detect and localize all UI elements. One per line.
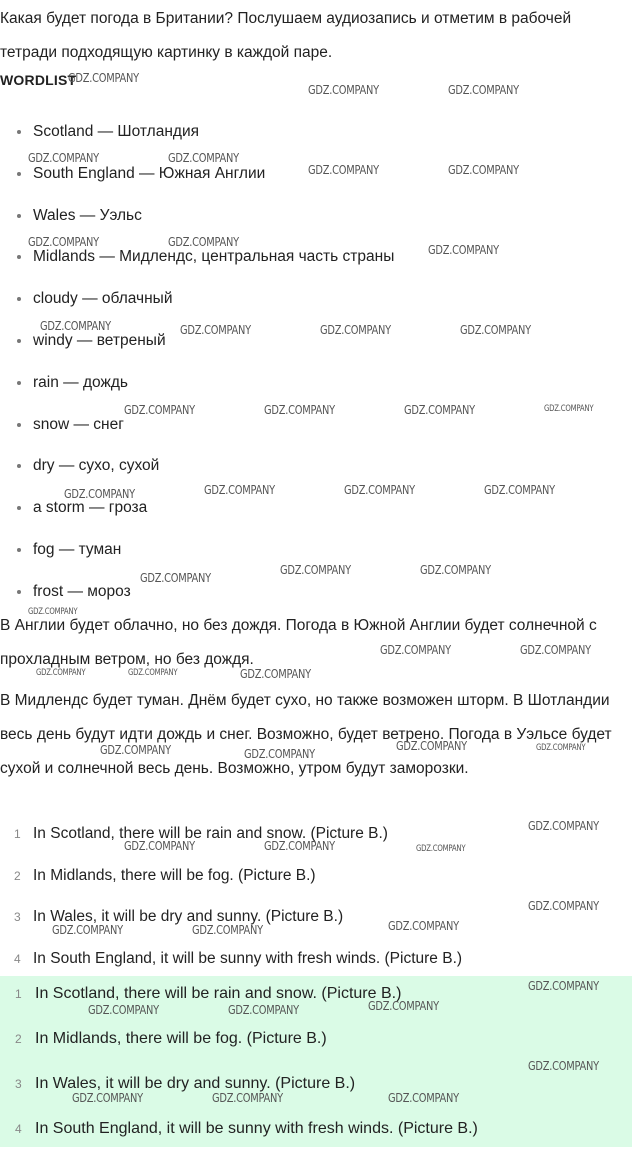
watermark: GDZ.COMPANY <box>64 487 135 501</box>
answer-number: 1 <box>15 987 22 1001</box>
bullet-icon <box>17 130 21 134</box>
wordlist <box>0 118 632 620</box>
wordlist-text: snow — снег <box>33 415 124 433</box>
watermark: GDZ.COMPANY <box>320 323 391 337</box>
watermark-small: GDZ.COMPANY <box>28 607 78 617</box>
watermark: GDZ.COMPANY <box>460 323 531 337</box>
watermark-small: GDZ.COMPANY <box>416 844 466 854</box>
watermark: GDZ.COMPANY <box>388 919 459 933</box>
answer-number: 3 <box>15 1077 22 1091</box>
answer-text: In Midlands, there will be fog. (Picture B.) <box>33 866 316 884</box>
bullet-icon <box>17 255 21 259</box>
bullet-icon <box>17 506 21 510</box>
watermark: GDZ.COMPANY <box>484 483 555 497</box>
wordlist-text: windy — ветреный <box>33 331 166 349</box>
answer-text: In Scotland, there will be rain and snow. (Picture B.) <box>33 825 388 842</box>
answer-item <box>0 862 632 904</box>
watermark-small: GDZ.COMPANY <box>536 743 586 753</box>
watermark: GDZ.COMPANY <box>404 403 475 417</box>
bullet-icon <box>17 172 21 176</box>
watermark: GDZ.COMPANY <box>168 151 239 165</box>
translation-paragraph-2: В Мидлендс будет туман. Днём будет сухо, но также возможен шторм. В Шотландии весь день будут идти дождь и снег. Возможно, будет ветрено. Погода в Уэльсе будет сухой и солнечной весь день. Возможно, утром будут заморозки. <box>0 692 612 777</box>
wordlist-text: South England — Южная Англии <box>33 164 266 182</box>
answer-text: In Scotland, there will be rain and snow. (Picture B.) <box>35 985 402 1002</box>
watermark: GDZ.COMPANY <box>528 899 599 913</box>
bullet-icon <box>17 339 21 343</box>
watermark: GDZ.COMPANY <box>40 319 111 333</box>
watermark: GDZ.COMPANY <box>212 1091 283 1105</box>
answer-text: In Wales, it will be dry and sunny. (Picture B.) <box>35 1075 356 1092</box>
bullet-icon <box>17 590 21 594</box>
answer-text: In South England, it will be sunny with fresh winds. (Picture B.) <box>33 950 463 968</box>
bullet-icon <box>17 214 21 218</box>
watermark: GDZ.COMPANY <box>528 819 599 833</box>
bullet-icon <box>17 381 21 385</box>
answer-number: 1 <box>14 827 21 841</box>
watermark: GDZ.COMPANY <box>420 563 491 577</box>
wordlist-text: dry — сухо, сухой <box>33 457 160 475</box>
watermark: GDZ.COMPANY <box>180 323 251 337</box>
watermark: GDZ.COMPANY <box>192 923 263 937</box>
answer-number: 3 <box>14 910 21 925</box>
wordlist-text: Midlands — Мидлендс, центральная часть страны <box>33 248 395 266</box>
watermark: GDZ.COMPANY <box>388 1091 459 1105</box>
wordlist-text: Wales — Уэльс <box>33 206 142 224</box>
answer-number: 2 <box>15 1032 22 1046</box>
watermark: GDZ.COMPANY <box>168 235 239 249</box>
watermark: GDZ.COMPANY <box>448 83 519 97</box>
watermark: GDZ.COMPANY <box>124 839 195 853</box>
watermark: GDZ.COMPANY <box>228 1003 299 1017</box>
watermark: GDZ.COMPANY <box>264 403 335 417</box>
watermark: GDZ.COMPANY <box>52 923 123 937</box>
watermark: GDZ.COMPANY <box>68 71 139 85</box>
answer-text: In South England, it will be sunny with fresh winds. (Picture B.) <box>35 1120 478 1137</box>
answer-number: 4 <box>15 1122 22 1136</box>
watermark: GDZ.COMPANY <box>244 747 315 761</box>
watermark-small: GDZ.COMPANY <box>544 404 594 414</box>
wordlist-item <box>0 327 632 369</box>
watermark: GDZ.COMPANY <box>344 483 415 497</box>
wordlist-text: fog — туман <box>33 540 122 558</box>
bullet-icon <box>17 464 21 468</box>
watermark: GDZ.COMPANY <box>140 571 211 585</box>
watermark: GDZ.COMPANY <box>448 163 519 177</box>
answer-text: In Wales, it will be dry and sunny. (Picture B.) <box>33 908 344 926</box>
answer-number: 2 <box>14 868 21 883</box>
highlighted-answer-item <box>0 1115 632 1160</box>
watermark: GDZ.COMPANY <box>520 643 591 657</box>
bullet-icon <box>17 297 21 301</box>
answer-text: In Midlands, there will be fog. (Picture B.) <box>35 1030 327 1047</box>
watermark: GDZ.COMPANY <box>308 163 379 177</box>
watermark-small: GDZ.COMPANY <box>128 668 178 678</box>
bullet-icon <box>17 423 21 427</box>
watermark: GDZ.COMPANY <box>204 483 275 497</box>
watermark: GDZ.COMPANY <box>528 1059 599 1073</box>
watermark: GDZ.COMPANY <box>280 563 351 577</box>
bullet-icon <box>17 548 21 552</box>
wordlist-heading: WORDLIST <box>0 72 77 88</box>
watermark: GDZ.COMPANY <box>428 243 499 257</box>
watermark: GDZ.COMPANY <box>88 1003 159 1017</box>
translation-paragraph-1: В Англии будет облачно, но без дождя. Погода в Южной Англии будет солнечной с прохладным ветром, но без дождя. <box>0 617 597 668</box>
watermark: GDZ.COMPANY <box>368 999 439 1013</box>
watermark: GDZ.COMPANY <box>528 979 599 993</box>
wordlist-text: frost — мороз <box>33 582 131 600</box>
wordlist-text: a storm — гроза <box>33 499 148 517</box>
wordlist-item <box>0 243 632 285</box>
watermark: GDZ.COMPANY <box>380 643 451 657</box>
wordlist-text: cloudy — облачный <box>33 290 173 308</box>
task-instructions: Какая будет погода в Британии? Послушаем аудиозапись и отметим в рабочей тетради подходящую картинку в каждой паре. <box>0 10 572 61</box>
watermark: GDZ.COMPANY <box>308 83 379 97</box>
watermark: GDZ.COMPANY <box>240 667 311 681</box>
watermark: GDZ.COMPANY <box>264 839 335 853</box>
watermark-small: GDZ.COMPANY <box>36 668 86 678</box>
watermark: GDZ.COMPANY <box>100 743 171 757</box>
watermark: GDZ.COMPANY <box>28 151 99 165</box>
answer-number: 4 <box>14 952 21 967</box>
watermark: GDZ.COMPANY <box>124 403 195 417</box>
wordlist-text: rain — дождь <box>33 373 128 391</box>
watermark: GDZ.COMPANY <box>28 235 99 249</box>
watermark: GDZ.COMPANY <box>396 739 467 753</box>
wordlist-text: Scotland — Шотландия <box>33 123 199 140</box>
watermark: GDZ.COMPANY <box>72 1091 143 1105</box>
